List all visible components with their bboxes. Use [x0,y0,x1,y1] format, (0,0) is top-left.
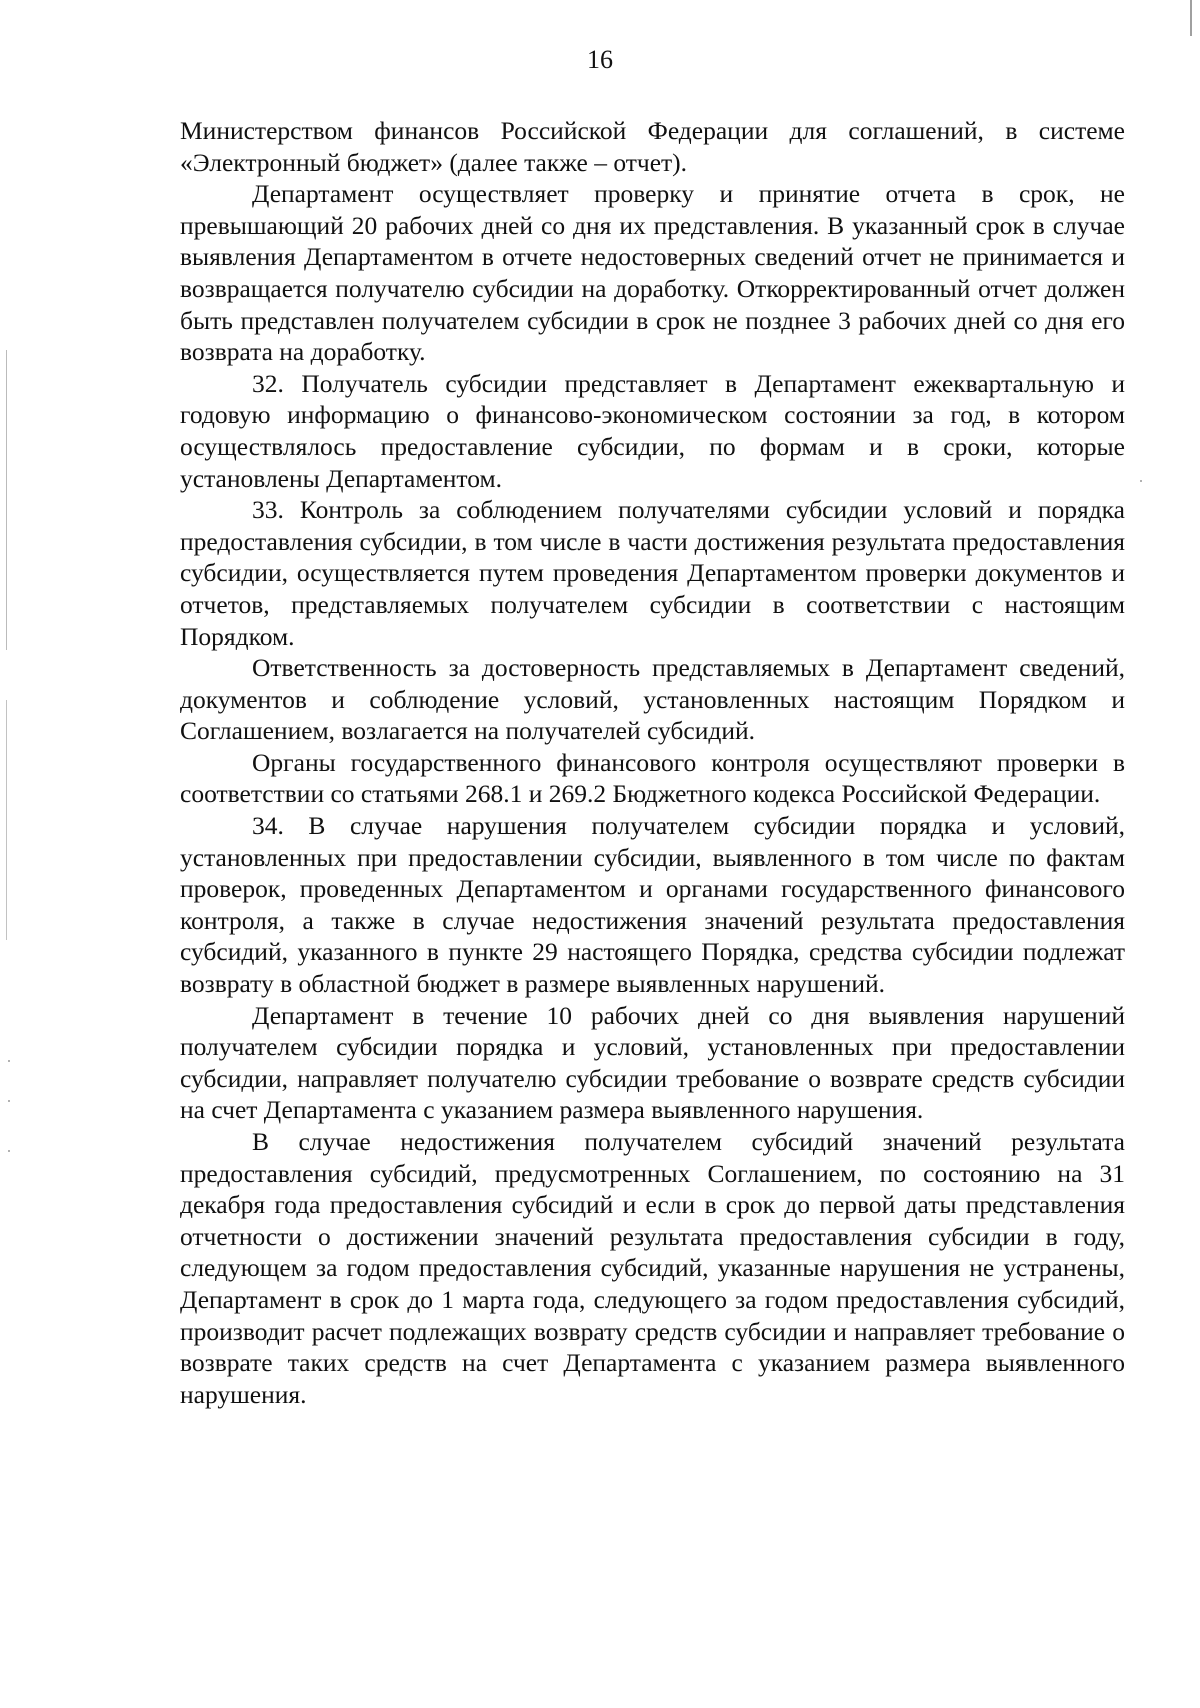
paragraph: Органы государственного финансового контроля осуществляют проверки в соответствии со статьями 268.1 и 269.2 Бюджетного кодекса Российской Федерации. [180,747,1125,809]
scan-dot [8,1100,10,1102]
scan-dot [1140,480,1142,482]
scan-dot [8,1150,10,1152]
scan-edge-mark [1190,0,1192,36]
scan-edge-mark [6,350,7,650]
document-body [180,115,1125,1410]
page-number: 16 [587,45,613,74]
paragraph: 32. Получатель субсидии представляет в Департамент ежеквартальную и годовую информацию о финансово-экономическом состоянии за год, в котором осуществлялось предоставление субсидии, по формам и в сроки, которые установлены Департаментом. [180,368,1125,493]
paragraph: Департамент осуществляет проверку и принятие отчета в срок, не превышающий 20 рабочих дней со дня их представления. В указанный срок в случае выявления Департаментом в отчете недостоверных сведений отчет не принимается и возвращается получателю субсидии на доработку. Откорректированный отчет должен быть представлен получателем субсидии в срок не позднее 3 рабочих дней со дня его возврата на доработку. [180,179,1125,367]
scan-dot [8,1060,10,1062]
paragraph: Ответственность за достоверность представляемых в Департамент сведений, документов и соблюдение условий, установленных настоящим Порядком и Соглашением, возлагается на получателей субсидий. [180,653,1125,746]
paragraph: 33. Контроль за соблюдением получателями субсидии условий и порядка предоставления субсидии, в том числе в части достижения результата предоставления субсидии, осуществляется путем проведения Департаментом проверки документов и отчетов, представляемых получателем субсидии в соответствии с настоящим Порядком. [180,495,1125,651]
paragraph: Департамент в течение 10 рабочих дней со дня выявления нарушений получателем субсидии порядка и условий, установленных при предоставлении субсидии, направляет получателю субсидии требование о возврате средств субсидии на счет Департамента с указанием размера выявленного нарушения. [180,1000,1125,1125]
paragraph: Министерством финансов Российской Федерации для соглашений, в системе «Электронный бюджет» (далее также – отчет). [180,116,1125,177]
paragraph: 34. В случае нарушения получателем субсидии порядка и условий, установленных при предоставлении субсидии, выявленного в том числе по фактам проверок, проведенных Департаментом и органами государственного финансового контроля, а также в случае недостижения значений результата предоставления субсидий, указанного в пункте 29 настоящего Порядка, средства субсидии подлежат возврату в областной бюджет в размере выявленных нарушений. [180,811,1125,999]
scan-edge-mark [6,700,7,940]
paragraph: В случае недостижения получателем субсидий значений результата предоставления субсидий, предусмотренных Соглашением, по состоянию на 31 декабря года предоставления субсидий и если в срок до первой даты представления отчетности о достижении значений результата предоставления субсидии в году, следующем за годом предоставления субсидий, указанные нарушения не устранены, Департамент в срок до 1 марта года, следующего за годом предоставления субсидий, производит расчет подлежащих возврату средств субсидии и направляет требование о возврате таких средств на счет Департамента с указанием размера выявленного нарушения. [180,1127,1125,1409]
